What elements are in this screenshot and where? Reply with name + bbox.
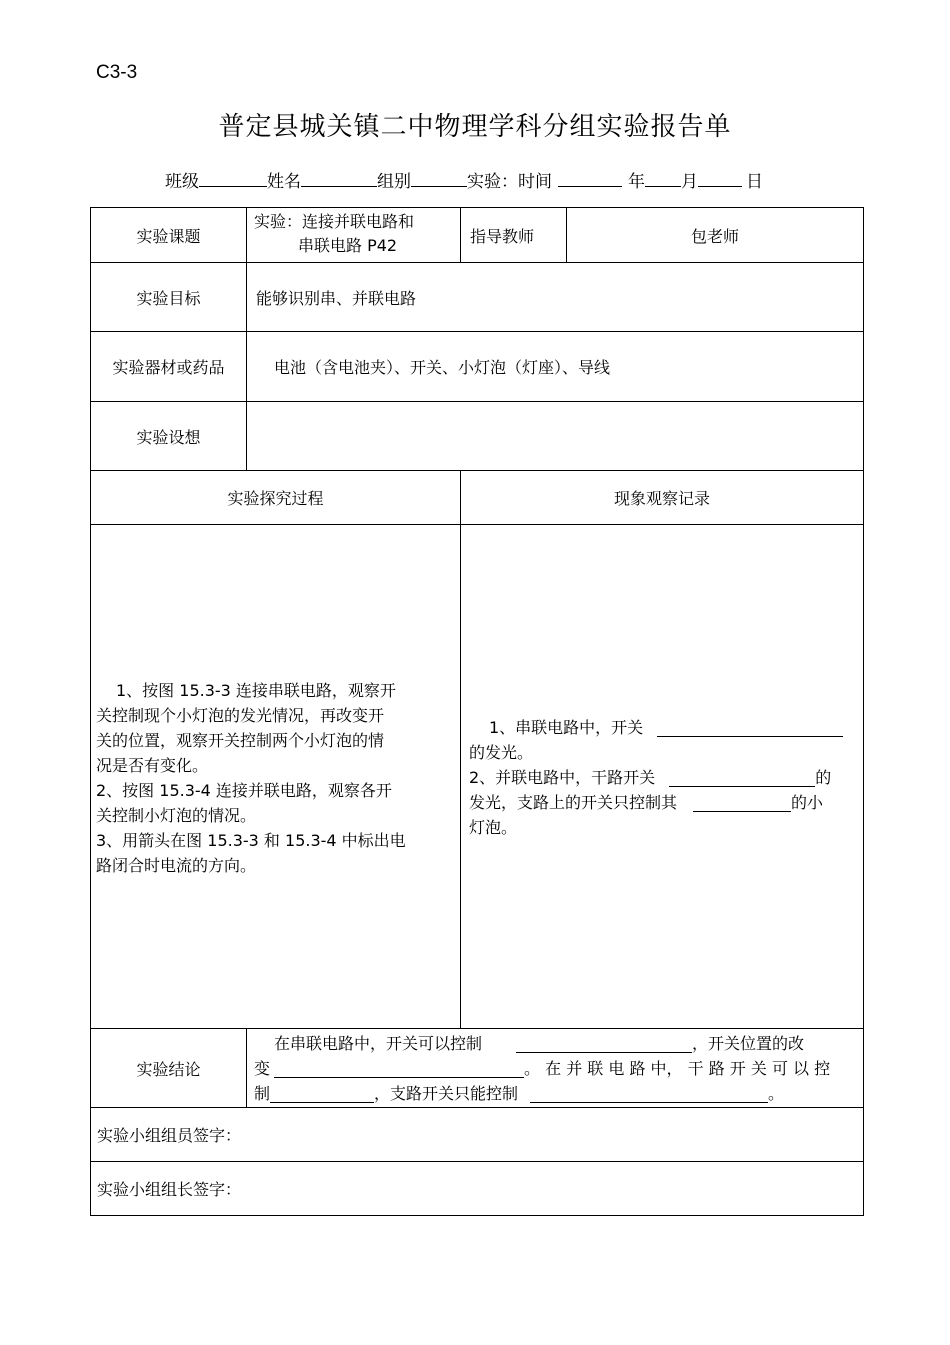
conc-3-text-b: ，支路开关只能控制 (374, 1084, 519, 1103)
member-signature-label: 实验小组组员签字： (97, 1126, 242, 1145)
time-label: 实验：时间 (467, 172, 552, 192)
class-label: 班级 (165, 172, 199, 192)
year-field[interactable] (558, 168, 622, 187)
teacher-label: 指导教师 (470, 226, 535, 246)
process-line: 路闭合时电流的方向。 (96, 856, 257, 875)
conc-3-text: 制 (254, 1084, 271, 1103)
process-line: 1、按图 15.3-3 连接串联电路，观察开 (116, 681, 396, 700)
year-label: 年 (628, 172, 645, 192)
obs-1-text: 1、串联电路中，开关 (489, 718, 644, 737)
topic-line-2: 串联电路 P42 (298, 236, 398, 255)
month-field[interactable] (645, 168, 681, 187)
conclusion-label: 实验结论 (136, 1059, 201, 1079)
conc-blank-2[interactable] (274, 1060, 524, 1078)
hypothesis-label: 实验设想 (136, 427, 201, 447)
goal-label: 实验目标 (136, 288, 201, 308)
conc-1-text: 在串联电路中，开关可以控制 (274, 1034, 483, 1053)
header-info-row (165, 167, 763, 192)
topic-label: 实验课题 (136, 226, 201, 246)
process-line: 况是否有变化。 (96, 756, 209, 775)
leader-signature-label: 实验小组组长签字： (97, 1180, 242, 1199)
name-label: 姓名 (267, 172, 301, 192)
obs-2-blank-2[interactable] (693, 794, 791, 812)
topic-value (254, 208, 460, 262)
obs-1-end: 的发光。 (469, 743, 534, 762)
conc-blank-1[interactable] (516, 1035, 692, 1053)
conc-2-text: 变 (254, 1059, 271, 1078)
observation-header: 现象观察记录 (613, 489, 710, 508)
process-header: 实验探究过程 (227, 489, 324, 508)
teacher-value: 包老师 (690, 226, 739, 246)
name-field[interactable] (301, 168, 377, 187)
topic-line-1: 实验：连接并联电路和 (254, 212, 415, 231)
obs-2-text-d: 的小 (791, 793, 824, 812)
hypothesis-value[interactable] (256, 402, 856, 470)
equipment-label: 实验器材或药品 (112, 358, 225, 377)
obs-2-end: 灯泡。 (469, 818, 518, 837)
conclusion-text (254, 1031, 858, 1106)
goal-value: 能够识别串、并联电路 (256, 288, 417, 308)
conc-2-text-b: 。 在 并 联 电 路 中， 干 路 开 关 可 以 控 (524, 1059, 831, 1078)
obs-2-text: 2、并联电路中，干路开关 (469, 768, 656, 787)
class-field[interactable] (199, 168, 267, 187)
process-line: 关的位置，观察开关控制两个小灯泡的情 (96, 731, 385, 750)
process-line: 2、按图 15.3-4 连接并联电路，观察各开 (96, 781, 392, 800)
observation-text (469, 715, 859, 840)
obs-2-text-c: 发光，支路上的开关只控制其 (469, 793, 678, 812)
page-title: 普定县城关镇二中物理学科分组实验报告单 (218, 112, 732, 142)
conc-1-text-b: ，开关位置的改 (692, 1034, 805, 1053)
process-line: 关控制现个小灯泡的发光情况，再改变开 (96, 706, 385, 725)
obs-2-text-b: 的 (815, 768, 832, 787)
obs-2-blank-1[interactable] (669, 769, 815, 787)
obs-1-blank[interactable] (657, 719, 843, 737)
conc-blank-4[interactable] (530, 1085, 768, 1103)
process-text (96, 678, 452, 878)
day-field[interactable] (698, 168, 742, 187)
conc-3-text-c: 。 (768, 1084, 785, 1103)
group-label: 组别 (377, 172, 411, 192)
month-label: 月 (681, 172, 698, 192)
conc-blank-3[interactable] (270, 1085, 374, 1103)
equipment-value: 电池（含电池夹）、开关、小灯泡（灯座）、导线 (274, 358, 611, 377)
group-field[interactable] (411, 168, 467, 187)
process-line: 关控制小灯泡的情况。 (96, 806, 257, 825)
day-label: 日 (746, 172, 763, 192)
document-code: C3-3 (96, 62, 138, 83)
process-line: 3、用箭头在图 15.3-3 和 15.3-4 中标出电 (96, 831, 406, 850)
